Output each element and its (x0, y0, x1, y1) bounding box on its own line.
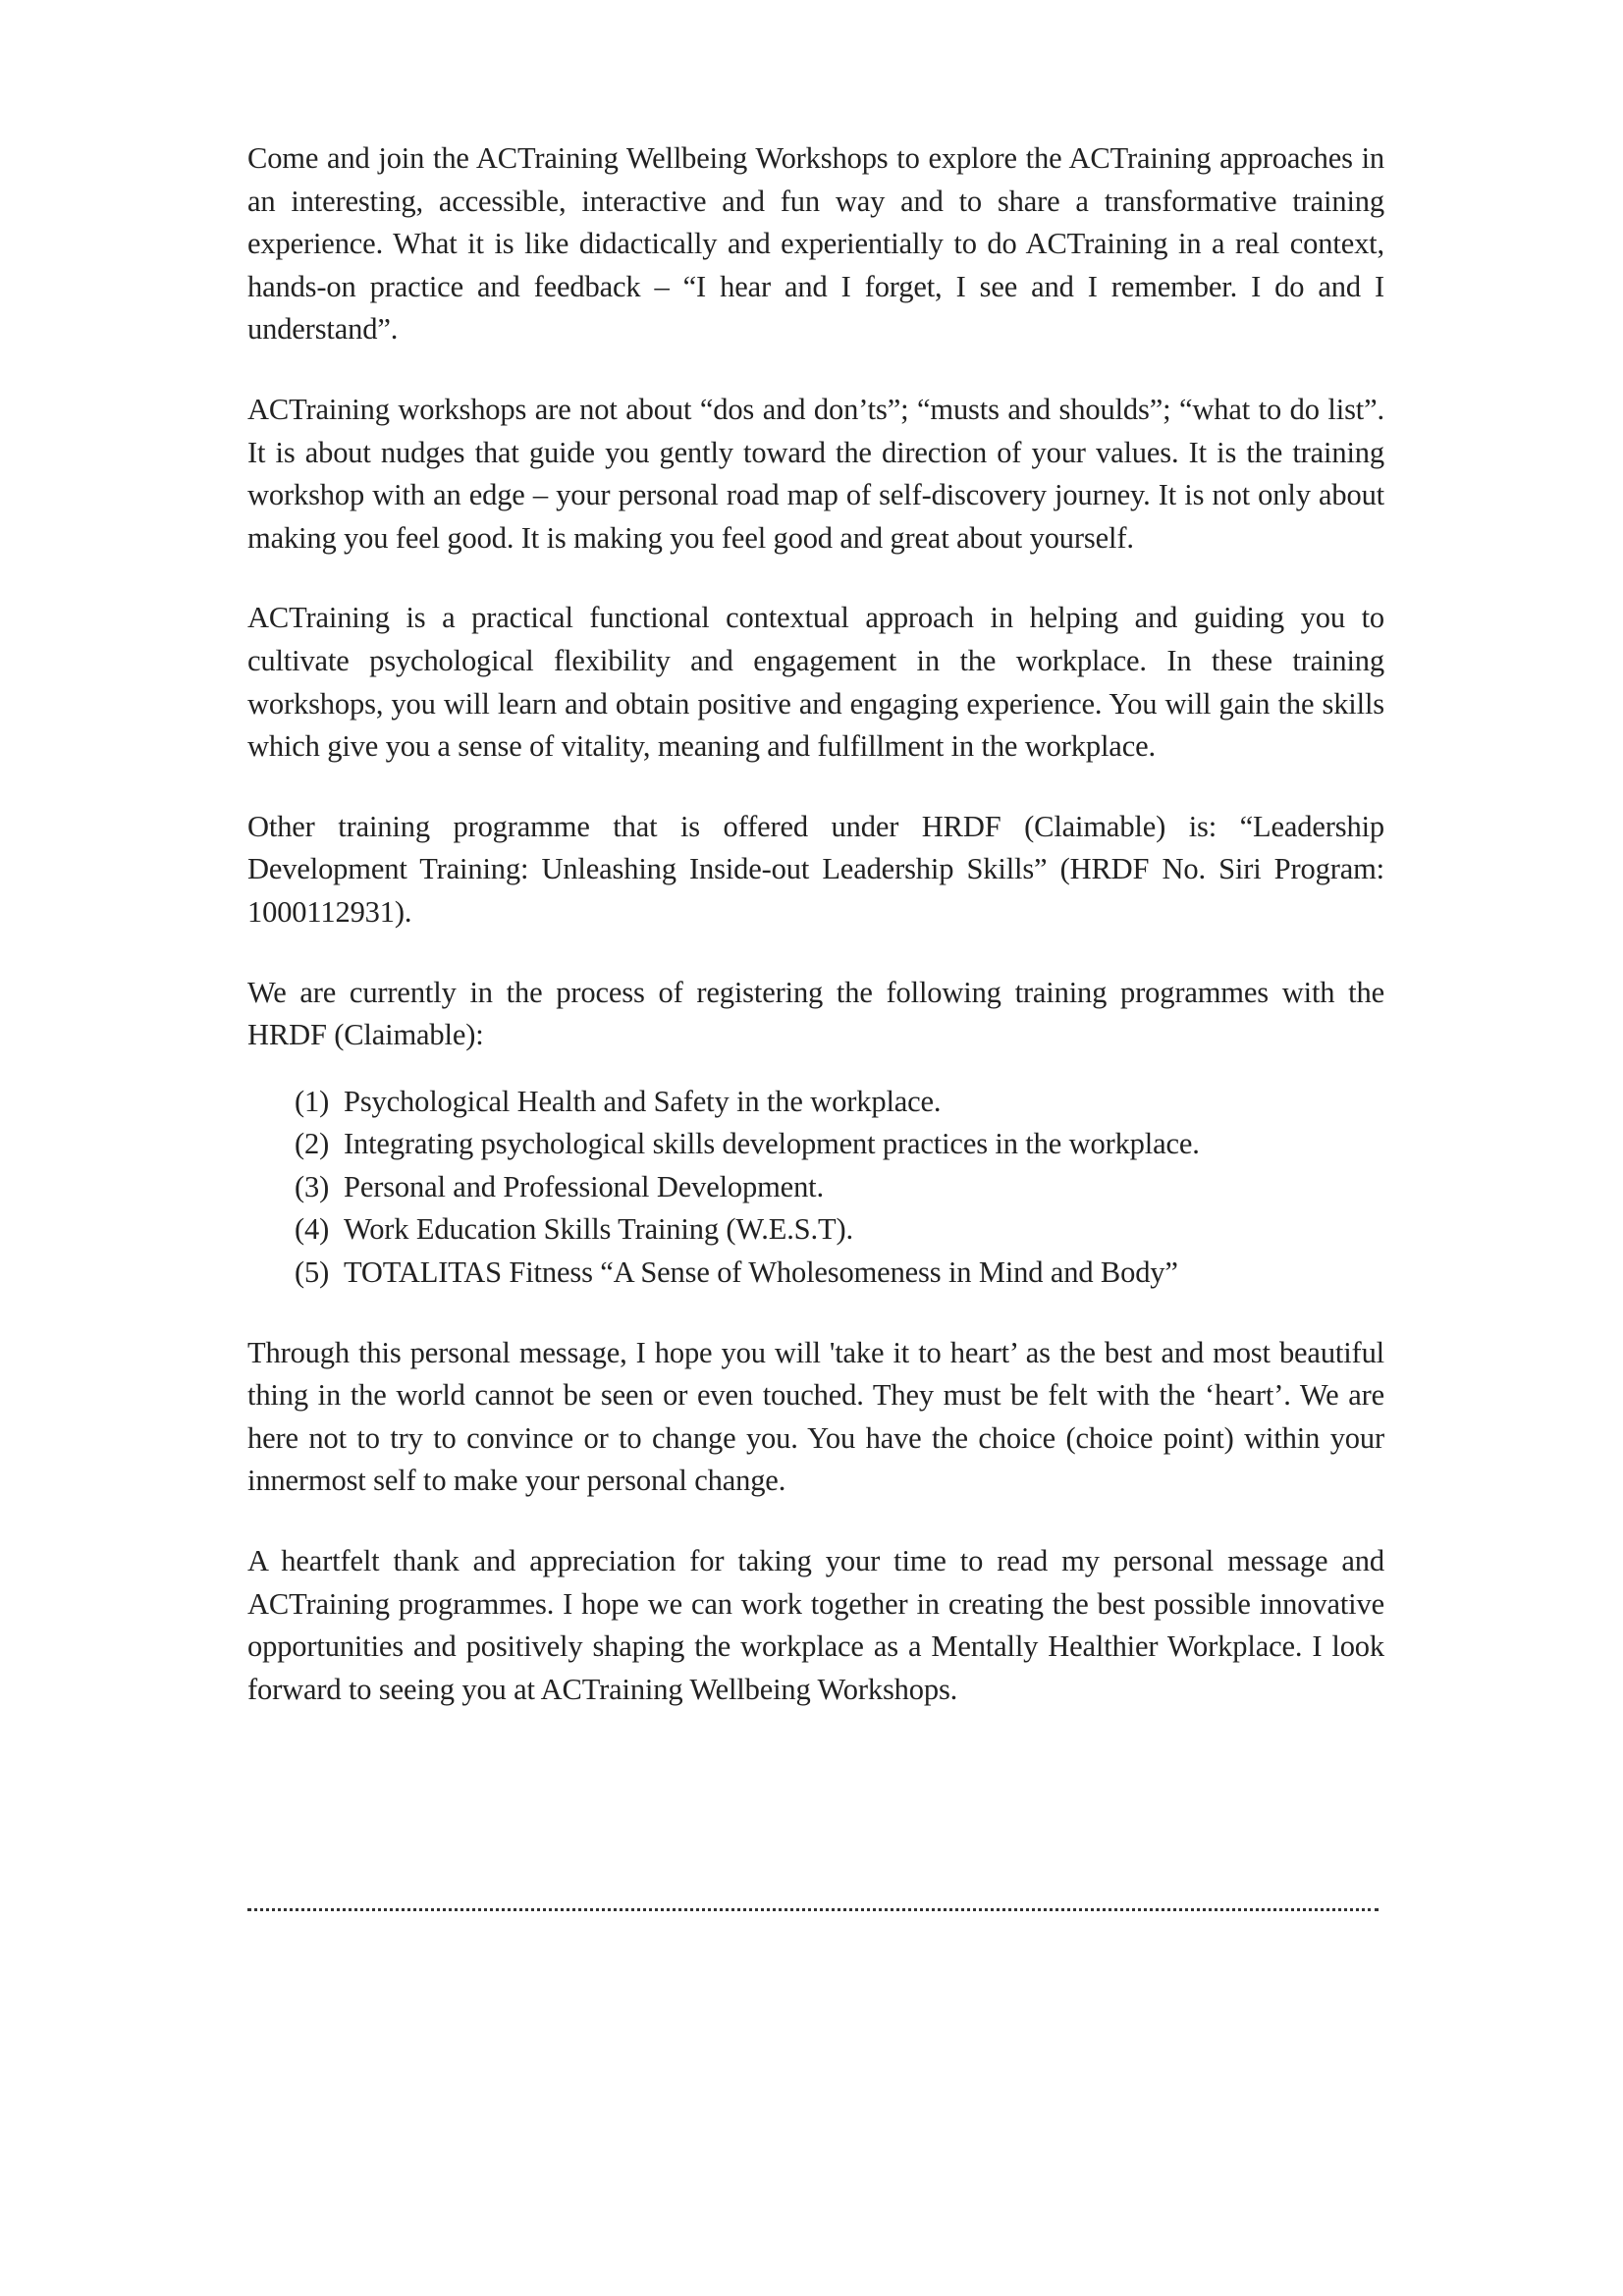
list-item-text: Integrating psychological skills development practices in the workplace. (344, 1127, 1200, 1161)
signature-dotted-line (247, 1908, 1379, 1911)
paragraph-intro: Come and join the ACTraining Wellbeing Workshops to explore the ACTraining approaches in an interesting, accessible, interactive and fun way and to share a transformative training experience. What it is like didactically and experientially to do ACTraining in a real context, hands-on practice and feedback – “I hear and I forget, I see and I remember. I do and I understand”. (247, 141, 1384, 347)
list-item-text: Psychological Health and Safety in the workplace. (344, 1084, 942, 1118)
paragraph-personal-message: Through this personal message, I hope you will 'take it to heart’ as the best and most beautiful thing in the world cannot be seen or even touched. They must be felt with the ‘heart’. We are here not to try to convince or to change you. You have the choice (choice point) within your innermost self to make your personal change. (247, 1335, 1384, 1498)
list-item (247, 1166, 1384, 1209)
paragraph-hrdf-leadership: Other training programme that is offered under HRDF (Claimable) is: “Leadership Development Training: Unleashing Inside-out Leadership Skills” (HRDF No. Siri Program: 1000112931). (247, 809, 1384, 929)
list-number: (1) (295, 1084, 330, 1118)
list-number: (5) (295, 1255, 330, 1290)
list-item (247, 1252, 1384, 1295)
list-item-text: Personal and Professional Development. (344, 1169, 824, 1203)
list-number: (4) (295, 1212, 330, 1247)
list-item (247, 1081, 1384, 1124)
programme-list (247, 1081, 1384, 1295)
list-item (247, 1123, 1384, 1166)
list-item-text: Work Education Skills Training (W.E.S.T). (344, 1212, 853, 1247)
list-item-text: TOTALITAS Fitness “A Sense of Wholesomeness in Mind and Body” (344, 1255, 1178, 1290)
paragraph-thank-you: A heartfelt thank and appreciation for taking your time to read my personal message and ACTraining programmes. I hope we can work together in creating the best possible innovative opportunities and positively shaping the workplace as a Mentally Healthier Workplace. I look forward to seeing you at ACTraining Wellbeing Workshops. (247, 1544, 1384, 1706)
paragraph-actraining-approach: ACTraining is a practical functional contextual approach in helping and guiding you to cultivate psychological flexibility and engagement in the workplace. In these training workshops, you will learn and obtain positive and engaging experience. You will gain the skills which give you a sense of vitality, meaning and fulfillment in the workplace. (247, 601, 1384, 764)
list-item (247, 1208, 1384, 1252)
paragraph-workshops-not-about: ACTraining workshops are not about “dos and don’ts”; “musts and shoulds”; “what to do list”. It is about nudges that guide you gently toward the direction of your values. It is the training workshop with an edge – your personal road map of self-discovery journey. It is not only about making you feel good. It is making you feel good and great about yourself. (247, 392, 1384, 555)
list-number: (3) (295, 1169, 330, 1203)
paragraph-registering-programmes: We are currently in the process of registering the following training programmes with the HRDF (Claimable): (247, 975, 1384, 1052)
list-number: (2) (295, 1127, 330, 1161)
document-page (247, 137, 1384, 1748)
